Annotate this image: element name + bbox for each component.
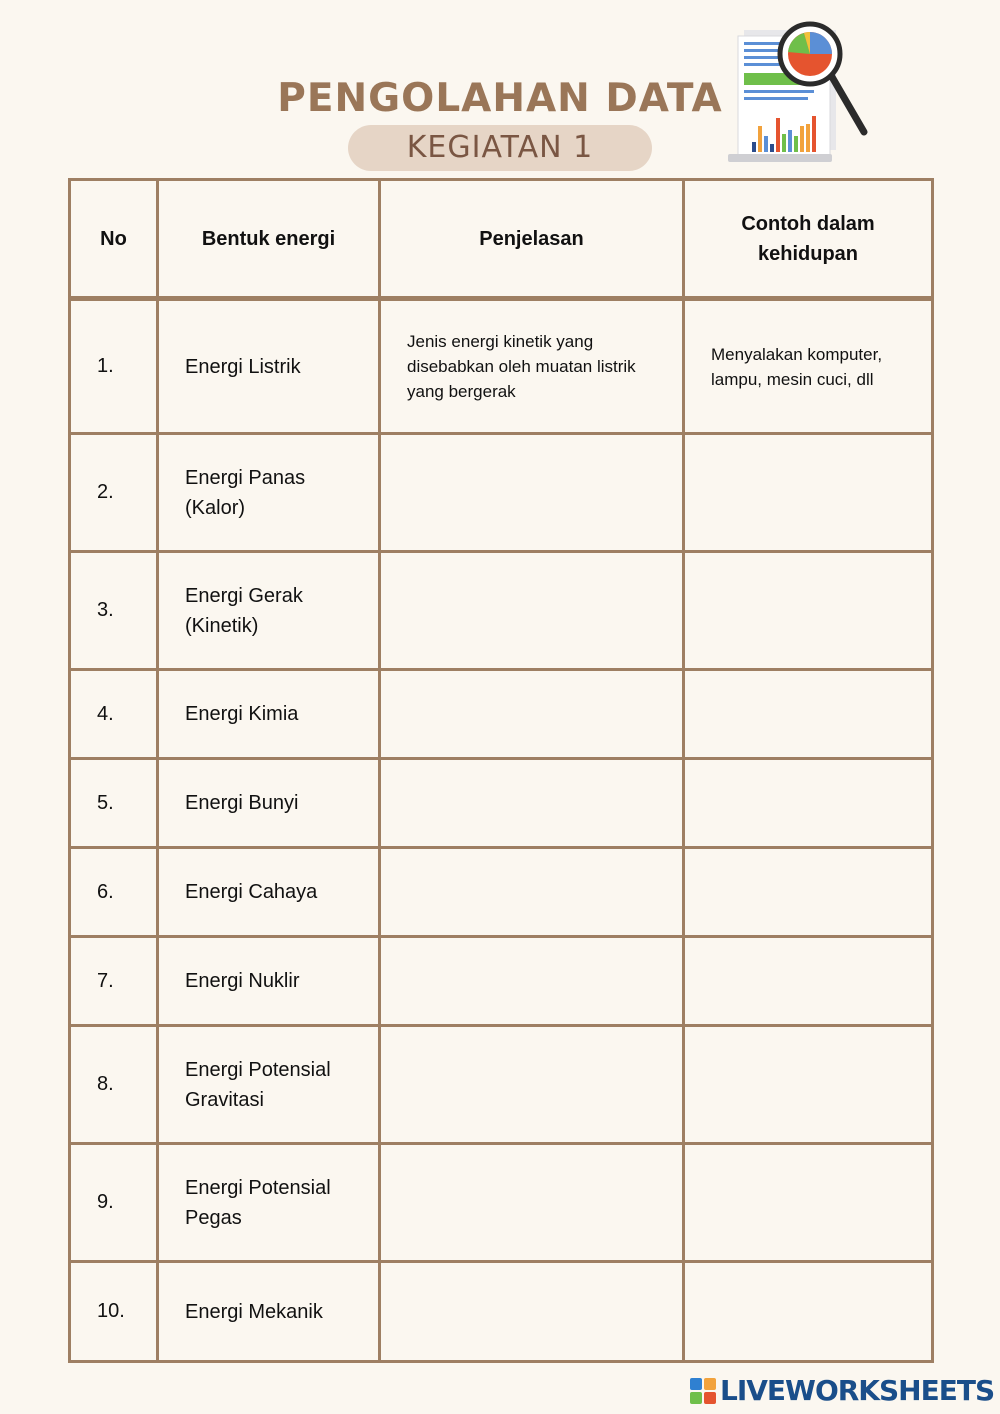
table-row — [70, 552, 933, 670]
explanation-field[interactable] — [380, 937, 684, 1026]
table-row — [70, 759, 933, 848]
energy-type: Energi Potensial Gravitasi — [158, 1026, 380, 1144]
explanation-field[interactable] — [380, 670, 684, 759]
row-number: 3. — [70, 552, 158, 670]
energy-type: Energi Listrik — [158, 299, 380, 434]
column-header-type: Bentuk energi — [158, 180, 380, 299]
explanation-field[interactable] — [380, 552, 684, 670]
row-number: 2. — [70, 434, 158, 552]
explanation-field[interactable] — [380, 434, 684, 552]
energy-type: Energi Cahaya — [158, 848, 380, 937]
example-field[interactable] — [684, 434, 933, 552]
row-number: 4. — [70, 670, 158, 759]
table-row — [70, 434, 933, 552]
energy-type: Energi Mekanik — [158, 1262, 380, 1362]
table-header-row — [70, 180, 933, 299]
column-header-no: No — [70, 180, 158, 299]
column-header-example — [684, 180, 933, 299]
table-row — [70, 299, 933, 434]
table-row — [70, 1262, 933, 1362]
example-field[interactable] — [684, 552, 933, 670]
brand-name: LIVEWORKSHEETS — [720, 1374, 995, 1407]
row-number: 7. — [70, 937, 158, 1026]
energy-table — [68, 178, 934, 1363]
example-field[interactable]: Menyalakan komputer, lampu, mesin cuci, dll — [684, 299, 933, 434]
liveworksheets-logo-icon — [690, 1378, 716, 1404]
energy-type: Energi Gerak (Kinetik) — [158, 552, 380, 670]
table-row — [70, 1144, 933, 1262]
data-report-magnifier-icon — [724, 18, 874, 168]
row-number: 5. — [70, 759, 158, 848]
table-row — [70, 670, 933, 759]
table-row — [70, 848, 933, 937]
liveworksheets-brand — [690, 1374, 995, 1407]
explanation-field[interactable] — [380, 1026, 684, 1144]
explanation-field[interactable] — [380, 759, 684, 848]
explanation-field[interactable] — [380, 848, 684, 937]
explanation-field[interactable]: Jenis energi kinetik yang disebabkan oleh muatan listrik yang bergerak — [380, 299, 684, 434]
page-title: PENGOLAHAN DATA — [277, 76, 723, 121]
row-number: 9. — [70, 1144, 158, 1262]
example-field[interactable] — [684, 670, 933, 759]
example-field[interactable] — [684, 937, 933, 1026]
row-number: 8. — [70, 1026, 158, 1144]
energy-type: Energi Potensial Pegas — [158, 1144, 380, 1262]
row-number: 1. — [70, 299, 158, 434]
activity-badge: KEGIATAN 1 — [348, 125, 652, 171]
row-number: 10. — [70, 1262, 158, 1362]
energy-type: Energi Nuklir — [158, 937, 380, 1026]
row-number: 6. — [70, 848, 158, 937]
example-field[interactable] — [684, 759, 933, 848]
energy-type: Energi Bunyi — [158, 759, 380, 848]
explanation-field[interactable] — [380, 1144, 684, 1262]
explanation-field[interactable] — [380, 1262, 684, 1362]
table-row — [70, 1026, 933, 1144]
example-field[interactable] — [684, 1262, 933, 1362]
energy-type: Energi Kimia — [158, 670, 380, 759]
example-field[interactable] — [684, 848, 933, 937]
energy-type: Energi Panas (Kalor) — [158, 434, 380, 552]
column-header-example-label: Contoh dalam kehidupan — [741, 212, 875, 265]
example-field[interactable] — [684, 1144, 933, 1262]
column-header-explanation: Penjelasan — [380, 180, 684, 299]
table-row — [70, 937, 933, 1026]
example-field[interactable] — [684, 1026, 933, 1144]
